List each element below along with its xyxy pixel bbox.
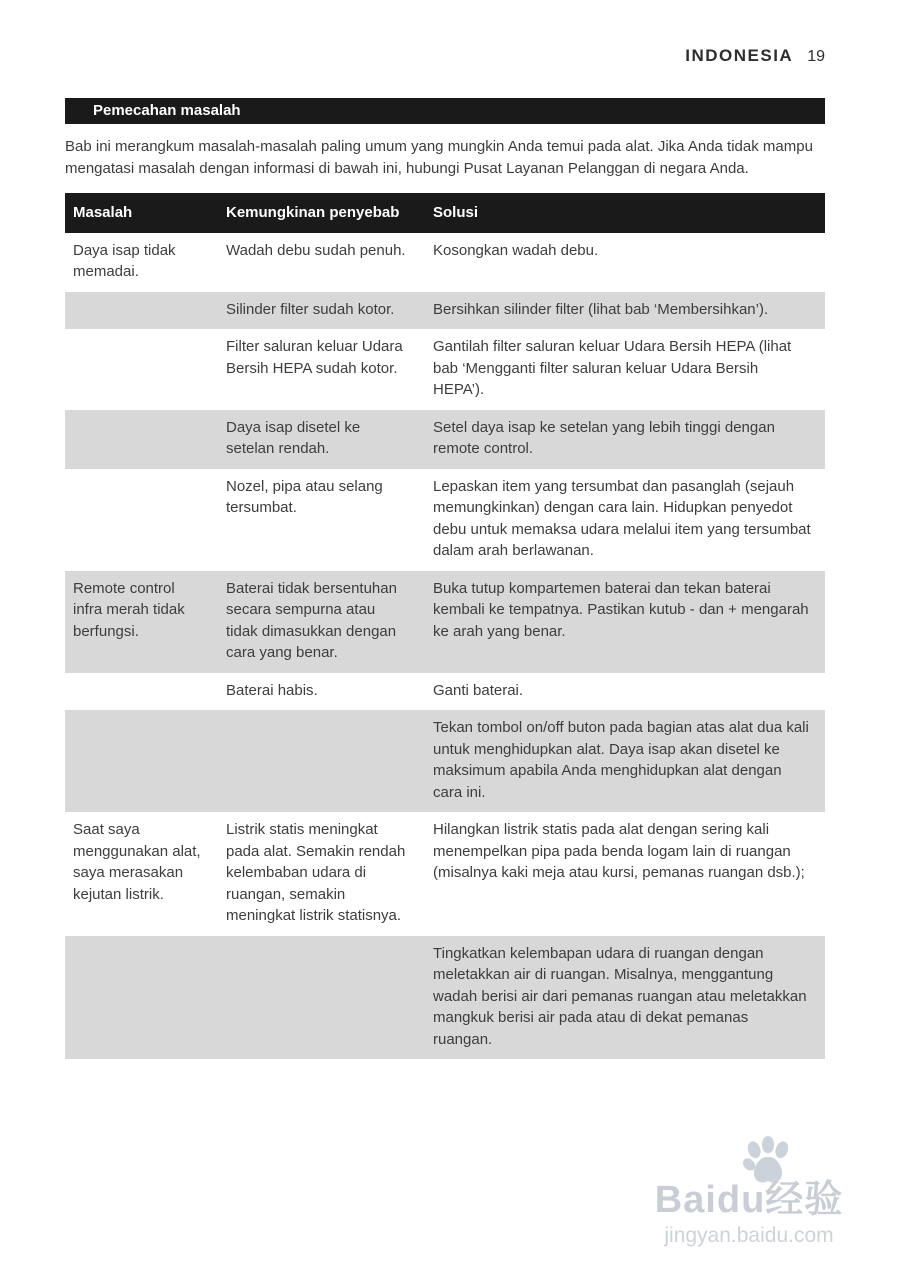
table-header-row — [65, 193, 825, 233]
table-row — [65, 936, 825, 1060]
table-row — [65, 571, 825, 673]
watermark-url: jingyan.baidu.com — [664, 1224, 834, 1247]
page-number: 19 — [807, 48, 825, 65]
header-cell-penyebab: Kemungkinan penyebab — [226, 204, 400, 221]
cell-solusi: Gantilah filter saluran keluar Udara Bersih HEPA (lihat bab ‘Mengganti filter saluran keluar Udara Bersih HEPA’). — [433, 338, 792, 398]
table-row — [65, 710, 825, 812]
cell-masalah — [65, 710, 218, 812]
region-label: INDONESIA — [685, 46, 794, 65]
cell-masalah: Daya isap tidak memadai. — [73, 241, 176, 280]
cell-penyebab: Listrik statis meningkat pada alat. Semakin rendah kelembaban udara di ruangan, semakin meningkat listrik statisnya. — [226, 821, 406, 924]
cell-penyebab: Baterai tidak bersentuhan secara sempurna atau tidak dimasukkan dengan cara yang benar. — [226, 579, 397, 661]
table-row — [65, 233, 825, 292]
cell-penyebab: Daya isap disetel ke setelan rendah. — [226, 418, 361, 457]
cell-masalah — [65, 292, 218, 330]
cell-masalah — [65, 410, 218, 469]
cell-penyebab: Silinder filter sudah kotor. — [226, 300, 395, 318]
table-row — [65, 292, 825, 330]
cell-solusi: Tingkatkan kelembapan udara di ruangan dengan meletakkan air di ruangan. Misalnya, menggantung wadah berisi air dari pemanas ruangan atau meletakkan mangkuk berisi air pada atau di dekat pemanas ruangan. — [433, 944, 807, 1048]
page-header — [65, 0, 825, 66]
watermark-brand: Baidu经验 — [654, 1179, 844, 1221]
section-title: Pemecahan masalah — [93, 102, 241, 119]
cell-solusi: Kosongkan wadah debu. — [433, 241, 599, 259]
cell-penyebab — [218, 710, 425, 812]
cell-penyebab: Wadah debu sudah penuh. — [226, 241, 406, 259]
table-row — [65, 410, 825, 469]
cell-solusi: Bersihkan silinder filter (lihat bab ‘Membersihkan’). — [433, 300, 769, 318]
table-row — [65, 329, 825, 410]
cell-solusi: Tekan tombol on/off buton pada bagian atas alat dua kali untuk menghidupkan alat. Daya isap akan disetel ke maksimum apabila Anda menghidupkan alat dengan cara ini. — [433, 719, 809, 801]
table-row — [65, 469, 825, 571]
cell-solusi: Lepaskan item yang tersumbat dan pasanglah (sejauh memungkinkan) dengan cara lain. Hidupkan penyedot debu untuk memaksa udara melalui item yang tersumbat dalam arah berlawanan. — [433, 477, 811, 559]
cell-masalah — [65, 673, 218, 711]
intro-paragraph: Bab ini merangkum masalah-masalah paling umum yang mungkin Anda temui pada alat. Jika Anda tidak mampu mengatasi masalah dengan informasi di bawah ini, hubungi Pusat Layanan Pelanggan di negara Anda. — [65, 138, 813, 177]
cell-solusi: Ganti baterai. — [433, 681, 524, 699]
header-cell-solusi: Solusi — [433, 204, 479, 221]
cell-masalah: Saat saya menggunakan alat, saya merasakan kejutan listrik. — [73, 821, 201, 903]
cell-masalah — [65, 329, 218, 410]
cell-penyebab — [218, 936, 425, 1060]
header-cell-masalah: Masalah — [73, 204, 133, 221]
cell-penyebab: Nozel, pipa atau selang tersumbat. — [226, 477, 383, 516]
table-row — [65, 812, 825, 936]
baidu-watermark — [634, 1136, 864, 1248]
cell-masalah — [65, 469, 218, 571]
cell-solusi: Hilangkan listrik statis pada alat dengan sering kali menempelkan pipa pada benda logam lain di ruangan (misalnya kaki meja atau kursi, pemanas ruangan dsb.); — [433, 821, 805, 881]
cell-solusi: Buka tutup kompartemen baterai dan tekan baterai kembali ke tempatnya. Pastikan kutub - dan + mengarah ke arah yang benar. — [433, 579, 809, 640]
troubleshooting-table — [65, 193, 825, 1059]
cell-masalah — [65, 936, 218, 1060]
cell-penyebab: Baterai habis. — [226, 681, 318, 699]
cell-penyebab: Filter saluran keluar Udara Bersih HEPA sudah kotor. — [226, 338, 403, 377]
cell-masalah: Remote control infra merah tidak berfungsi. — [73, 579, 185, 640]
cell-solusi: Setel daya isap ke setelan yang lebih tinggi dengan remote control. — [433, 418, 775, 457]
table-row — [65, 673, 825, 711]
section-title-bar — [65, 98, 825, 124]
